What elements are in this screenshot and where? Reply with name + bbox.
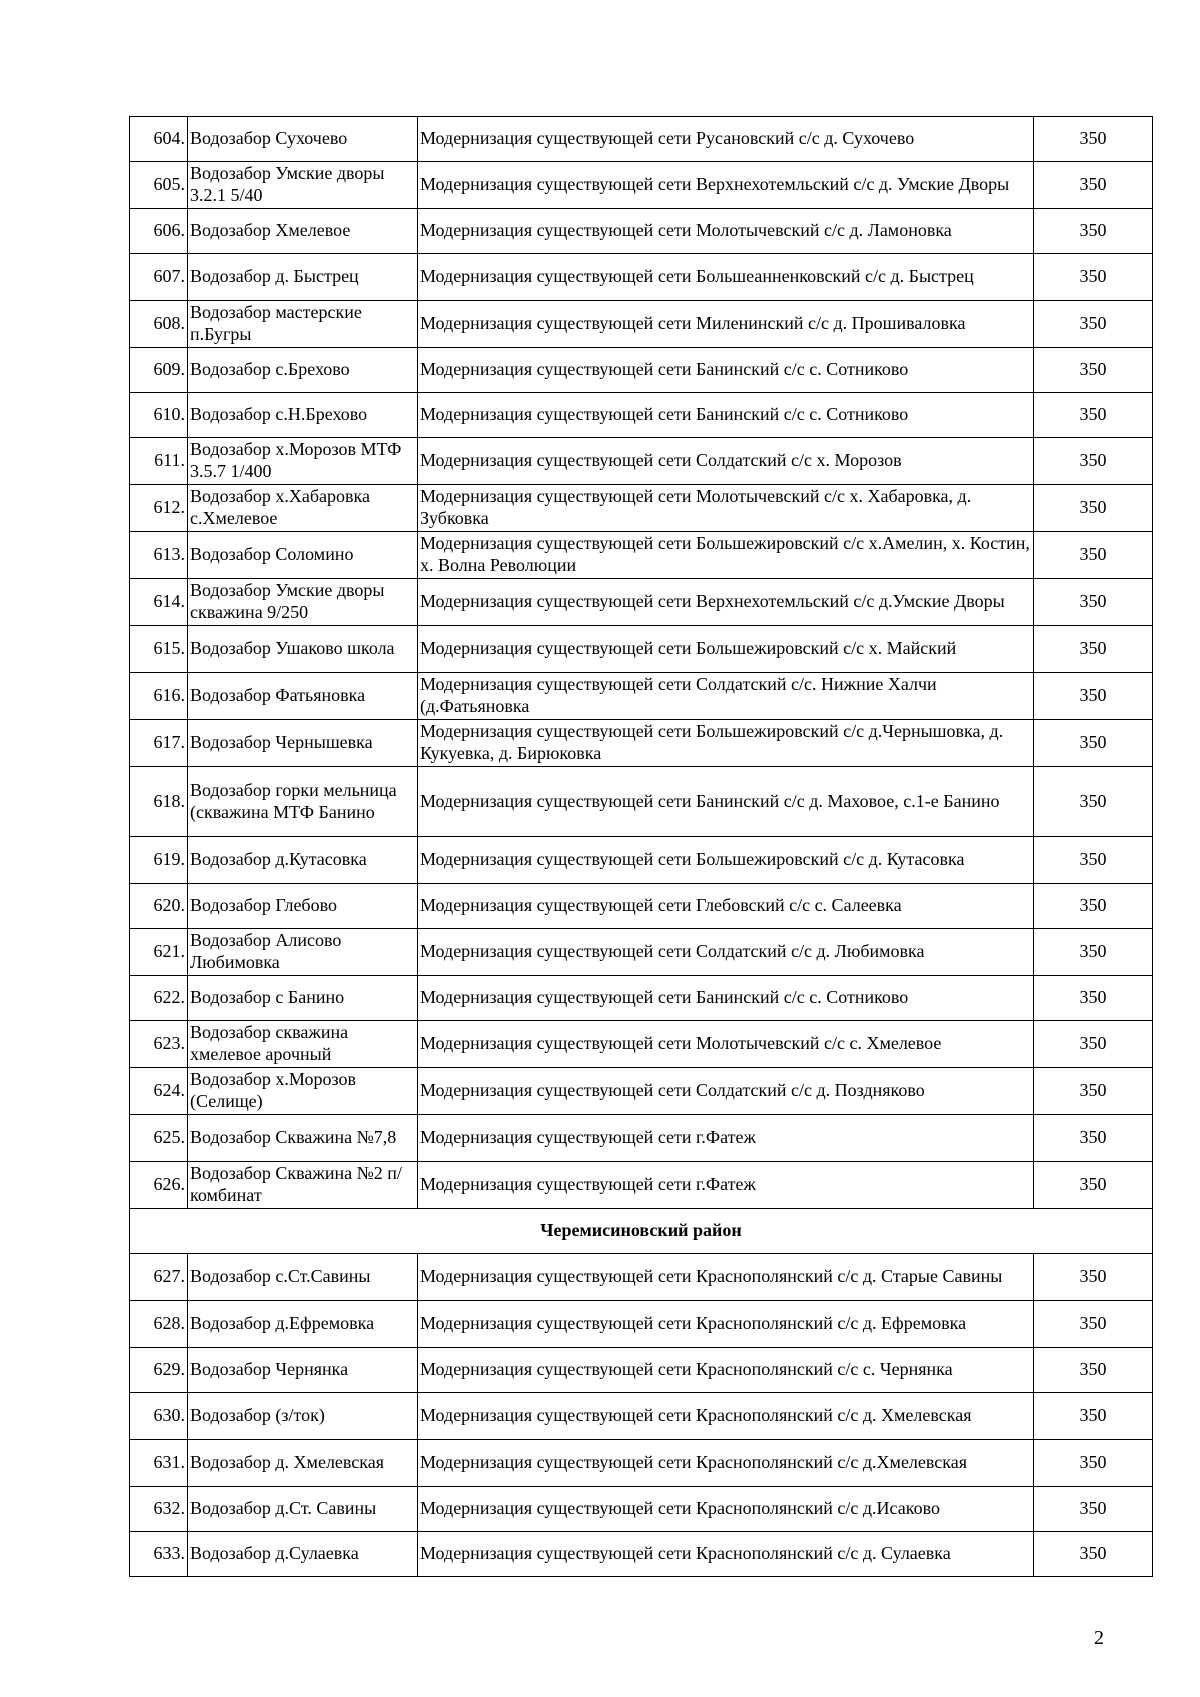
intake-name: Водозабор Соломино	[188, 532, 418, 579]
row-number: 610.	[130, 393, 188, 438]
table-row	[130, 301, 1153, 348]
table-row	[130, 976, 1153, 1021]
project-description: Модернизация существующей сети Банинский с/с с. Сотниково	[418, 393, 1034, 438]
project-description: Модернизация существующей сети Краснополянский с/с д.Исаково	[418, 1487, 1034, 1532]
table-row	[130, 884, 1153, 929]
intake-name: Водозабор д.Ст. Савины	[188, 1487, 418, 1532]
project-description: Модернизация существующей сети Молотычевский с/с с. Хмелевое	[418, 1021, 1034, 1068]
row-value: 350	[1034, 976, 1153, 1021]
project-description: Модернизация существующей сети Молотычевский с/с х. Хабаровка, д. Зубковка	[418, 485, 1034, 532]
row-number: 616.	[130, 673, 188, 720]
row-number: 619.	[130, 837, 188, 884]
intake-name: Водозабор д. Быстрец	[188, 254, 418, 301]
row-number: 614.	[130, 579, 188, 626]
intake-name: Водозабор Фатьяновка	[188, 673, 418, 720]
row-number: 623.	[130, 1021, 188, 1068]
row-value: 350	[1034, 720, 1153, 767]
intake-name: Водозабор с.Н.Брехово	[188, 393, 418, 438]
intake-name: Водозабор горки мельница (скважина МТФ Банино	[188, 767, 418, 837]
row-value: 350	[1034, 673, 1153, 720]
intake-name: Водозабор Алисово Любимовка	[188, 929, 418, 976]
row-value: 350	[1034, 1348, 1153, 1393]
table-row	[130, 837, 1153, 884]
project-description: Модернизация существующей сети Солдатский с/с х. Морозов	[418, 438, 1034, 485]
row-number: 631.	[130, 1440, 188, 1487]
table-row	[130, 1301, 1153, 1348]
row-number: 612.	[130, 485, 188, 532]
row-value: 350	[1034, 767, 1153, 837]
row-number: 630.	[130, 1393, 188, 1440]
table-row	[130, 162, 1153, 209]
table-row	[130, 1021, 1153, 1068]
projects-table-body	[130, 117, 1153, 1577]
row-value: 350	[1034, 393, 1153, 438]
row-value: 350	[1034, 1487, 1153, 1532]
intake-name: Водозабор с.Брехово	[188, 348, 418, 393]
project-description: Модернизация существующей сети Банинский с/с д. Маховое, с.1-е Банино	[418, 767, 1034, 837]
project-description: Модернизация существующей сети Солдатский с/с д. Любимовка	[418, 929, 1034, 976]
table-row	[130, 1487, 1153, 1532]
project-description: Модернизация существующей сети Краснополянский с/с д. Ефремовка	[418, 1301, 1034, 1348]
intake-name: Водозабор Чернянка	[188, 1348, 418, 1393]
row-value: 350	[1034, 884, 1153, 929]
table-row	[130, 254, 1153, 301]
intake-name: Водозабор д.Ефремовка	[188, 1301, 418, 1348]
row-value: 350	[1034, 1532, 1153, 1577]
project-description: Модернизация существующей сети Краснополянский с/с д.Хмелевская	[418, 1440, 1034, 1487]
project-description: Модернизация существующей сети Большеанненковский с/с д. Быстрец	[418, 254, 1034, 301]
project-description: Модернизация существующей сети Большежировский с/с х.Амелин, х. Костин, х. Волна Революции	[418, 532, 1034, 579]
table-row	[130, 1532, 1153, 1577]
row-number: 621.	[130, 929, 188, 976]
table-row	[130, 767, 1153, 837]
table-row	[130, 117, 1153, 162]
row-value: 350	[1034, 1068, 1153, 1115]
row-number: 609.	[130, 348, 188, 393]
table-row	[130, 348, 1153, 393]
table-row	[130, 1115, 1153, 1162]
row-number: 628.	[130, 1301, 188, 1348]
intake-name: Водозабор Скважина №7,8	[188, 1115, 418, 1162]
table-row	[130, 209, 1153, 254]
intake-name: Водозабор Чернышевка	[188, 720, 418, 767]
row-number: 633.	[130, 1532, 188, 1577]
intake-name: Водозабор скважина хмелевое арочный	[188, 1021, 418, 1068]
intake-name: Водозабор х.Морозов (Селище)	[188, 1068, 418, 1115]
project-description: Модернизация существующей сети Молотычевский с/с д. Ламоновка	[418, 209, 1034, 254]
project-description: Модернизация существующей сети Большежировский с/с д.Чернышовка, д. Кукуевка, д. Бирюковка	[418, 720, 1034, 767]
row-value: 350	[1034, 1115, 1153, 1162]
row-number: 626.	[130, 1162, 188, 1209]
projects-table	[129, 116, 1153, 1577]
intake-name: Водозабор с Банино	[188, 976, 418, 1021]
row-number: 617.	[130, 720, 188, 767]
project-description: Модернизация существующей сети Краснополянский с/с д. Сулаевка	[418, 1532, 1034, 1577]
project-description: Модернизация существующей сети Банинский с/с с. Сотниково	[418, 348, 1034, 393]
intake-name: Водозабор д.Сулаевка	[188, 1532, 418, 1577]
page-number: 2	[1094, 1627, 1104, 1649]
intake-name: Водозабор д. Хмелевская	[188, 1440, 418, 1487]
project-description: Модернизация существующей сети Миленинский с/с д. Прошиваловка	[418, 301, 1034, 348]
project-description: Модернизация существующей сети Верхнехотемльский с/с д.Умские Дворы	[418, 579, 1034, 626]
row-number: 608.	[130, 301, 188, 348]
row-value: 350	[1034, 1440, 1153, 1487]
table-row	[130, 579, 1153, 626]
table-row	[130, 1162, 1153, 1209]
project-description: Модернизация существующей сети Краснополянский с/с с. Чернянка	[418, 1348, 1034, 1393]
table-row	[130, 393, 1153, 438]
row-number: 625.	[130, 1115, 188, 1162]
table-row	[130, 1254, 1153, 1301]
intake-name: Водозабор Ушаково школа	[188, 626, 418, 673]
row-number: 605.	[130, 162, 188, 209]
row-value: 350	[1034, 254, 1153, 301]
row-number: 604.	[130, 117, 188, 162]
row-value: 350	[1034, 1021, 1153, 1068]
project-description: Модернизация существующей сети Глебовский с/с с. Салеевка	[418, 884, 1034, 929]
table-row	[130, 673, 1153, 720]
row-value: 350	[1034, 1254, 1153, 1301]
row-value: 350	[1034, 1162, 1153, 1209]
row-number: 620.	[130, 884, 188, 929]
table-row	[130, 720, 1153, 767]
row-value: 350	[1034, 209, 1153, 254]
table-row	[130, 1393, 1153, 1440]
intake-name: Водозабор х.Хабаровка с.Хмелевое	[188, 485, 418, 532]
row-value: 350	[1034, 301, 1153, 348]
intake-name: Водозабор Сухочево	[188, 117, 418, 162]
project-description: Модернизация существующей сети Краснополянский с/с д. Хмелевская	[418, 1393, 1034, 1440]
row-value: 350	[1034, 579, 1153, 626]
intake-name: Водозабор Скважина №2 п/комбинат	[188, 1162, 418, 1209]
row-number: 607.	[130, 254, 188, 301]
row-value: 350	[1034, 348, 1153, 393]
intake-name: Водозабор Хмелевое	[188, 209, 418, 254]
project-description: Модернизация существующей сети г.Фатеж	[418, 1162, 1034, 1209]
row-value: 350	[1034, 532, 1153, 579]
row-value: 350	[1034, 117, 1153, 162]
table-row	[130, 1348, 1153, 1393]
row-value: 350	[1034, 438, 1153, 485]
row-number: 624.	[130, 1068, 188, 1115]
intake-name: Водозабор Умские дворы скважина 9/250	[188, 579, 418, 626]
project-description: Модернизация существующей сети Русановский с/с д. Сухочево	[418, 117, 1034, 162]
project-description: Модернизация существующей сети Солдатский с/с. Нижние Халчи (д.Фатьяновка	[418, 673, 1034, 720]
section-row	[130, 1209, 1153, 1254]
table-row	[130, 532, 1153, 579]
section-title: Черемисиновский район	[130, 1209, 1153, 1254]
table-row	[130, 1068, 1153, 1115]
table-row	[130, 929, 1153, 976]
intake-name: Водозабор с.Ст.Савины	[188, 1254, 418, 1301]
project-description: Модернизация существующей сети Большежировский с/с д. Кутасовка	[418, 837, 1034, 884]
row-value: 350	[1034, 1301, 1153, 1348]
intake-name: Водозабор Глебово	[188, 884, 418, 929]
project-description: Модернизация существующей сети Большежировский с/с х. Майский	[418, 626, 1034, 673]
row-number: 615.	[130, 626, 188, 673]
table-row	[130, 1440, 1153, 1487]
row-value: 350	[1034, 929, 1153, 976]
project-description: Модернизация существующей сети Солдатский с/с д. Поздняково	[418, 1068, 1034, 1115]
row-number: 611.	[130, 438, 188, 485]
table-row	[130, 485, 1153, 532]
row-value: 350	[1034, 485, 1153, 532]
project-description: Модернизация существующей сети Банинский с/с с. Сотниково	[418, 976, 1034, 1021]
row-number: 629.	[130, 1348, 188, 1393]
intake-name: Водозабор х.Морозов МТФ 3.5.7 1/400	[188, 438, 418, 485]
table-row	[130, 626, 1153, 673]
row-number: 613.	[130, 532, 188, 579]
intake-name: Водозабор (з/ток)	[188, 1393, 418, 1440]
project-description: Модернизация существующей сети Верхнехотемльский с/с д. Умские Дворы	[418, 162, 1034, 209]
row-number: 606.	[130, 209, 188, 254]
project-description: Модернизация существующей сети Краснополянский с/с д. Старые Савины	[418, 1254, 1034, 1301]
row-value: 350	[1034, 626, 1153, 673]
row-value: 350	[1034, 162, 1153, 209]
row-number: 622.	[130, 976, 188, 1021]
row-value: 350	[1034, 1393, 1153, 1440]
row-number: 632.	[130, 1487, 188, 1532]
intake-name: Водозабор Умские дворы 3.2.1 5/40	[188, 162, 418, 209]
project-description: Модернизация существующей сети г.Фатеж	[418, 1115, 1034, 1162]
table-row	[130, 438, 1153, 485]
row-number: 627.	[130, 1254, 188, 1301]
row-value: 350	[1034, 837, 1153, 884]
intake-name: Водозабор д.Кутасовка	[188, 837, 418, 884]
row-number: 618.	[130, 767, 188, 837]
intake-name: Водозабор мастерские п.Бугры	[188, 301, 418, 348]
